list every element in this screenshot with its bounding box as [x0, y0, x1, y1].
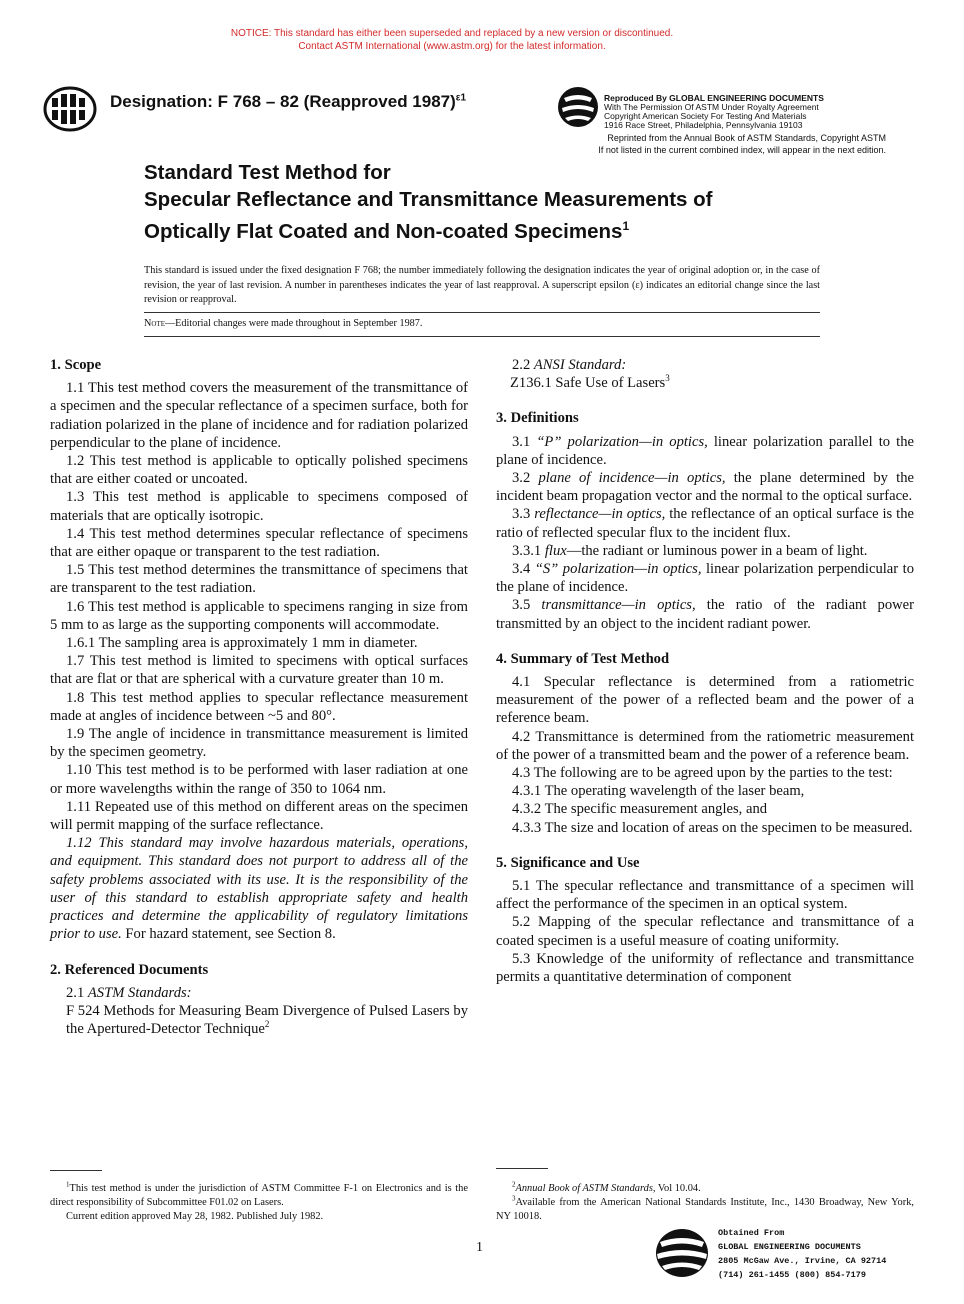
paragraph-4-3: 4.3 The following are to be agreed upon by the parties to the test:	[512, 765, 893, 782]
footnote-2: $^2$Annual Book of ASTM Standards, Vol 10.04.	[512, 1180, 701, 1194]
paragraph-1-3: 1.3 This test method is applicable to specimens composed of materials that are optically isotropic.	[50, 489, 468, 524]
definition-3-2: 3.2 plane of incidence—in optics, the plane determined by the incident beam propagation vector and the normal to the optical surface.	[496, 470, 915, 505]
editorial-note	[144, 318, 422, 329]
stamp-line: (714) 261-1455 (800) 854-7179	[718, 1270, 866, 1280]
paragraph-1-12	[50, 834, 468, 943]
page-number: 1	[476, 1240, 483, 1255]
stamp-line: 2805 McGaw Ave., Irvine, CA 92714	[718, 1256, 887, 1266]
paragraph-1-2: 1.2 This test method is applicable to optically polished specimens that are either coated or uncoated.	[50, 453, 468, 488]
section-heading-scope: 1. Scope	[50, 357, 102, 373]
definition-3-3: 3.3 reflectance—in optics, the reflectance of an optical surface is the ratio of reflected specular flux to the incident flux.	[496, 506, 915, 541]
paragraph-4-3-3: 4.3.3 The size and location of areas on the specimen to be measured.	[512, 819, 913, 836]
stamp-line: GLOBAL ENGINEERING DOCUMENTS	[718, 1242, 861, 1252]
document-title	[144, 160, 713, 245]
reference-z136: Z136.1 Safe Use of Lasers$^3$	[510, 373, 670, 392]
designation-text: Designation: F 768 – 82 (Reapproved 1987)	[110, 92, 456, 111]
notice-line-2: Contact ASTM International (www.astm.org) for the latest information.	[298, 41, 606, 52]
reprint-notice	[556, 132, 886, 156]
stamp-line: Obtained From	[718, 1228, 785, 1238]
paragraph-4-3-1: 4.3.1 The operating wavelength of the laser beam,	[512, 783, 805, 800]
footnote-1: $^1$This test method is under the jurisdiction of ASTM Committee F-1 on Electronics and is the direct responsibility of Subcommittee F01.02 on Lasers.	[50, 1180, 468, 1208]
title-line-2: Specular Reflectance and Transmittance Measurements of	[144, 187, 713, 211]
global-engineering-stamp	[718, 1226, 886, 1282]
definition-3-5: 3.5 transmittance—in optics, the ratio of the radiant power transmitted by an object to the incident radiant power.	[496, 597, 915, 632]
paragraph-1-10: 1.10 This test method is to be performed with laser radiation at one or more wavelengths within the range of 350 to 1064 nm.	[50, 762, 468, 797]
paragraph-1-9: 1.9 The angle of incidence in transmittance measurement is limited by the specimen geometry.	[50, 726, 468, 761]
paragraph-5-3: 5.3 Knowledge of the uniformity of reflectance and transmittance permits a quantitative determination of component	[496, 950, 914, 986]
right-column	[496, 338, 914, 986]
paragraph-4-1: 4.1 Specular reflectance is determined from a ratiometric measurement of the power of a reflected beam and the power of a reference beam.	[496, 674, 914, 727]
paragraph-1-6-1: 1.6.1 The sampling area is approximately 1 mm in diameter.	[66, 635, 418, 652]
footnote-divider	[496, 1168, 548, 1169]
section-heading-summary: 4. Summary of Test Method	[496, 650, 670, 667]
footnotes-left	[50, 1182, 468, 1224]
safety-caveat: 1.12 This standard may involve hazardous materials, operations, and equipment. This standard does not purport to address all of the safety problems associated with its use. It is the responsibility of the user of this standard to establish appropriate safety and health practices and determine the applicability of regulatory limitations prior to use.	[50, 835, 468, 943]
title-footnote-ref: 1	[622, 219, 630, 233]
footnote-ref-2: 2	[264, 1019, 270, 1030]
astm-logo-icon	[42, 86, 98, 132]
reference-f524: F 524 Methods for Measuring Beam Divergence of Pulsed Lasers by the Apertured-Detector Technique$^2$	[66, 1002, 468, 1038]
divider	[144, 312, 820, 313]
section-heading-referenced-documents: 2. Referenced Documents	[50, 961, 209, 978]
reprint-line-1: Reprinted from the Annual Book of ASTM Standards, Copyright ASTM	[607, 133, 886, 143]
paragraph-1-1: 1.1 This test method covers the measurement of the transmittance of a specimen and the specular reflectance of a specimen surface, both for radiation polarized in the plane of incidence and for radiation polarized perpendicular to the plane of incidence.	[50, 380, 468, 451]
footnote-1-edition: Current edition approved May 28, 1982. Published July 1982.	[66, 1211, 324, 1222]
paragraph-1-6: 1.6 This test method is applicable to specimens ranging in size from 5 mm to as large as the supporting components will accommodate.	[50, 598, 468, 633]
designation	[110, 92, 466, 112]
paragraph-5-2: 5.2 Mapping of the specular reflectance and transmittance of a coated specimen is a useful measure of coating uniformity.	[496, 914, 914, 949]
paragraph-2-2: 2.2 ANSI Standard:	[512, 357, 627, 373]
footnote-ref-3: 3	[665, 373, 670, 384]
left-column	[50, 356, 468, 1038]
paragraph-5-1: 5.1 The specular reflectance and transmittance of a specimen will affect the performance of the specimen in an optical system.	[496, 878, 914, 913]
footnote-3: $^3$Available from the American National Standards Institute, Inc., 1430 Broadway, New York, NY 10018.	[496, 1194, 914, 1222]
notice-line-1: NOTICE: This standard has either been superseded and replaced by a new version or discontinued.	[230, 28, 674, 39]
paragraph-1-5: 1.5 This test method determines the transmittance of specimens that are transparent to the test radiation.	[50, 562, 468, 597]
reproduction-notice	[604, 94, 824, 130]
definition-3-3-1: 3.3.1 flux—the radiant or luminous power in a beam of light.	[512, 542, 868, 559]
definition-3-4: 3.4 “S” polarization—in optics, linear polarization perpendicular to the plane of incidence.	[496, 561, 914, 596]
footnotes-right	[496, 1182, 914, 1224]
paragraph-4-3-2: 4.3.2 The specific measurement angles, and	[512, 801, 768, 818]
repro-line: With The Permission Of ASTM Under Royalty Agreement	[604, 102, 819, 112]
paragraph-1-11: 1.11 Repeated use of this method on different areas on the specimen will permit mapping of the surface reflectance.	[50, 798, 468, 834]
notice-banner	[0, 27, 904, 53]
title-line-3: Optically Flat Coated and Non-coated Specimens	[144, 219, 623, 243]
section-heading-definitions: 3. Definitions	[496, 410, 579, 427]
title-line-1: Standard Test Method for	[144, 161, 391, 184]
repro-line: Reproduced By GLOBAL ENGINEERING DOCUMENTS	[604, 93, 824, 103]
paragraph-1-8: 1.8 This test method applies to specular reflectance measurement made at angles of incidence between ~5 and 80°.	[50, 689, 468, 724]
astm-standards-label: ASTM Standards:	[87, 984, 192, 1001]
section-heading-significance: 5. Significance and Use	[496, 854, 640, 871]
ansi-standard-label: ANSI Standard:	[533, 357, 627, 373]
paragraph-2-1: 2.1 ASTM Standards:	[66, 984, 192, 1001]
repro-line: 1916 Race Street, Philadelphia, Pennsylvania 19103	[604, 120, 803, 130]
divider	[144, 336, 820, 337]
designation-epsilon: ε1	[455, 92, 467, 104]
note-text: —Editorial changes were made throughout in September 1987.	[164, 318, 423, 329]
preamble: This standard is issued under the fixed designation F 768; the number immediately following the designation indicates the year of original adoption or, in the case of revision, the year of last revision. A number in parentheses indicates the year of last reapproval. A superscript epsilon (ε) indicates an editorial change since the last revision or reapproval.	[144, 265, 820, 305]
note-label: Note	[144, 318, 165, 329]
paragraph-1-7: 1.7 This test method is limited to specimens with optical surfaces that are flat or that are spherical with a curvature greater than 10 m.	[50, 653, 468, 688]
global-engineering-stamp-icon	[654, 1226, 710, 1280]
definition-3-1: 3.1 “P” polarization—in optics, linear polarization parallel to the plane of incidence.	[496, 433, 914, 468]
repro-line: Copyright American Society For Testing And Materials	[604, 111, 807, 121]
footnote-divider	[50, 1170, 102, 1171]
paragraph-4-2: 4.2 Transmittance is determined from the ratiometric measurement of the power of a transmitted beam and the power of a reference beam.	[496, 728, 914, 763]
paragraph-1-4: 1.4 This test method determines specular reflectance of specimens that are either opaque or transparent to the test radiation.	[50, 525, 468, 561]
reprint-line-2: If not listed in the current combined index, will appear in the next edition.	[598, 145, 886, 155]
global-engineering-globe-icon	[556, 84, 600, 130]
hazard-reference: For hazard statement, see Section 8.	[121, 926, 336, 943]
